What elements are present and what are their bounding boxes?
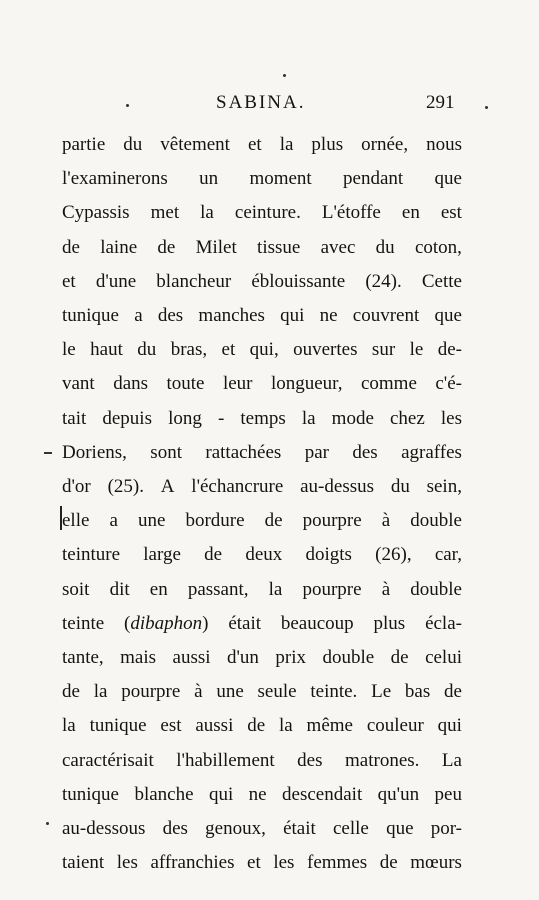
text-line: l'examinerons un moment pendant que — [62, 168, 462, 190]
text-line: caractérisait l'habillement des matrones. La — [62, 749, 462, 771]
text-line: de la pourpre à une seule teinte. Le bas de — [62, 681, 462, 703]
text-line: le haut du bras, et qui, ouvertes sur le de- — [62, 339, 462, 361]
speck-mark — [126, 104, 129, 107]
text-line: soit dit en passant, la pourpre à double — [62, 578, 462, 600]
text-line: teinte (dibaphon) était beaucoup plus écla- — [62, 612, 462, 634]
speck-mark — [44, 452, 52, 454]
text-line: tunique blanche qui ne descendait qu'un peu — [62, 783, 462, 805]
page-header — [0, 92, 539, 122]
text-line: Cypassis met la ceinture. L'étoffe en est — [62, 202, 462, 224]
text-line: au-dessous des genoux, était celle que por- — [62, 818, 462, 840]
running-title: SABINA. — [216, 92, 306, 113]
text-line: partie du vêtement et la plus ornée, nous — [62, 134, 462, 155]
body-text — [62, 128, 462, 880]
text-line: vant dans toute leur longueur, comme c'é- — [62, 373, 462, 395]
speck-mark — [485, 106, 488, 109]
text-line: la tunique est aussi de la même couleur qui — [62, 715, 462, 737]
text-line: et d'une blancheur éblouissante (24). Cette — [62, 270, 462, 292]
text-line: Doriens, sont rattachées par des agraffes — [62, 441, 462, 463]
text-line: d'or (25). A l'échancrure au-dessus du sein, — [62, 476, 462, 498]
page-number: 291 — [426, 92, 455, 113]
text-line: elle a une bordure de pourpre à double — [62, 510, 462, 532]
text-line: de laine de Milet tissue avec du coton, — [62, 236, 462, 258]
text-line: teinture large de deux doigts (26), car, — [62, 544, 462, 566]
text-line: tante, mais aussi d'un prix double de celui — [62, 647, 462, 669]
margin-bracket — [60, 506, 62, 530]
text-line: tait depuis long - temps la mode chez les — [62, 407, 462, 429]
speck-mark — [283, 74, 286, 77]
text-line: tunique a des manches qui ne couvrent que — [62, 305, 462, 327]
text-line: taient les affranchies et les femmes de mœurs — [62, 852, 462, 874]
speck-mark — [46, 822, 49, 825]
